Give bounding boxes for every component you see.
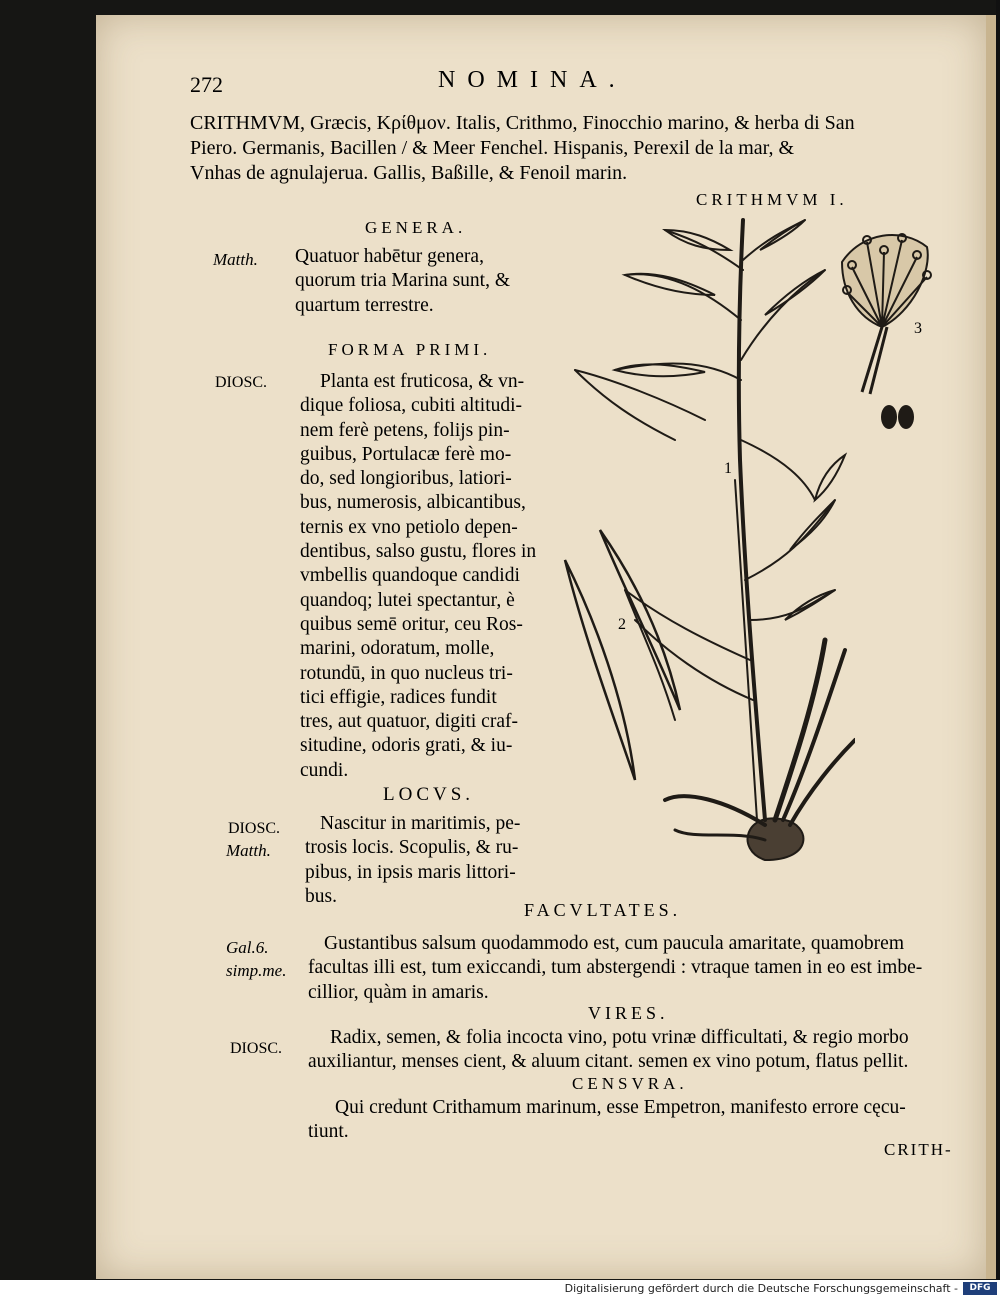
figure-number-3: 3	[914, 320, 922, 337]
running-head: NOMINA.	[438, 67, 627, 93]
locus-line-2: trosis locis. Scopulis, & ru-	[305, 837, 519, 859]
facultates-text	[308, 932, 922, 1005]
plant-illustration	[465, 200, 855, 880]
heading-facultates: FACVLTATES.	[524, 900, 682, 920]
margin-gal: Gal.6.	[226, 938, 269, 957]
umbel-detail-illustration	[812, 212, 952, 402]
figure-number-2: 2	[618, 616, 626, 633]
forma-line-11: quibus semē oritur, ceu Ros-	[300, 613, 523, 635]
genera-line-3: quartum terrestre.	[295, 294, 434, 316]
facultates-line-2: facultas illi est, tum exiccandi, tum abstergendi : vtraque tamen in eo est imbe-	[308, 957, 923, 979]
heading-vires: VIRES.	[588, 1003, 669, 1023]
locus-line-1: Nascitur in maritimis, pe-	[320, 813, 521, 834]
facultates-line-1: Gustantibus salsum quodammodo est, cum paucula amaritate, quamobrem	[324, 933, 904, 954]
forma-line-3: nem ferè petens, folijs pin-	[300, 419, 510, 441]
margin-diosc-forma: DIOSC.	[215, 374, 268, 391]
forma-line-15: tres, aut quatuor, digiti craf-	[300, 711, 518, 733]
forma-line-8: dentibus, salso gustu, flores in	[300, 541, 537, 563]
nomina-line-3: Vnhas de agnulajerua. Gallis, Baßille, & Fenoil marin.	[190, 162, 628, 184]
footer-credit: Digitalisierung gefördert durch die Deutsche Forschungsgemeinschaft -	[564, 1282, 958, 1295]
forma-line-9: vmbellis quandoque candidi	[300, 565, 520, 587]
margin-diosc-vires: DIOSC.	[230, 1040, 283, 1057]
figure-label: CRITHMVM I.	[696, 190, 848, 209]
forma-line-14: tici effigie, radices fundit	[300, 686, 497, 708]
vires-line-2: auxiliantur, menses cient, & aluum citant. semen ex vino potum, flatus pellit.	[308, 1051, 909, 1073]
heading-locus: LOCVS.	[383, 784, 475, 805]
forma-line-7: ternis ex vno petiolo depen-	[300, 516, 518, 538]
locus-line-3: pibus, in ipsis maris littori-	[305, 861, 516, 883]
facultates-line-3: cillior, quàm in amaris.	[308, 981, 489, 1003]
scan-border	[996, 0, 1000, 1280]
censura-line-1: Qui credunt Crithamum marinum, esse Empetron, manifesto errore cęcu-	[335, 1097, 906, 1118]
figure-number-1: 1	[724, 460, 732, 477]
margin-simp: simp.me.	[226, 961, 287, 980]
forma-line-17: cundi.	[300, 759, 349, 781]
page-edge	[986, 15, 996, 1279]
genera-line-2: quorum tria Marina sunt, &	[295, 270, 511, 292]
forma-line-16: situdine, odoris grati, & iu-	[300, 735, 513, 757]
page-number: 272	[190, 72, 223, 97]
margin-diosc-locus: DIOSC.	[228, 820, 281, 837]
vires-text	[308, 1026, 909, 1075]
locus-line-4: bus.	[305, 885, 337, 907]
catchword: CRITH-	[884, 1140, 953, 1159]
heading-forma-primi: FORMA PRIMI.	[328, 340, 492, 359]
forma-line-1: Planta est fruticosa, & vn-	[320, 371, 525, 392]
censura-line-2: tiunt.	[308, 1121, 349, 1143]
dfg-logo: DFG	[963, 1282, 997, 1295]
forma-line-5: do, sed longioribus, latiori-	[300, 468, 512, 490]
footer-bar	[0, 1280, 1000, 1297]
forma-line-2: dique foliosa, cubiti altitudi-	[300, 395, 523, 417]
margin-matth-genera: Matth.	[213, 250, 258, 269]
nomina-line-2: Piero. Germanis, Bacillen / & Meer Fenchel. Hispanis, Perexil de la mar, &	[190, 137, 795, 159]
heading-genera: GENERA.	[365, 218, 467, 237]
forma-line-6: bus, numerosis, albicantibus,	[300, 492, 526, 514]
forma-line-12: marini, odoratum, molle,	[300, 638, 495, 660]
forma-line-10: quandoq; lutei spectantur, è	[300, 589, 515, 611]
forma-line-13: rotundū, in quo nucleus tri-	[300, 662, 513, 684]
genera-line-1: Quatuor habētur genera,	[295, 246, 484, 267]
nomina-line-1: CRITHMVM, Græcis, Κρίθμον. Italis, Crithmo, Finocchio marino, & herba di San	[190, 112, 855, 134]
margin-matth-locus: Matth.	[226, 841, 271, 860]
forma-line-4: guibus, Portulacæ ferè mo-	[300, 443, 512, 465]
seeds-illustration	[878, 402, 918, 437]
heading-censura: CENSVRA.	[572, 1074, 688, 1093]
censura-text	[308, 1096, 906, 1145]
vires-line-1: Radix, semen, & folia incocta vino, potu vrinæ difficultati, & regio morbo	[330, 1027, 909, 1048]
